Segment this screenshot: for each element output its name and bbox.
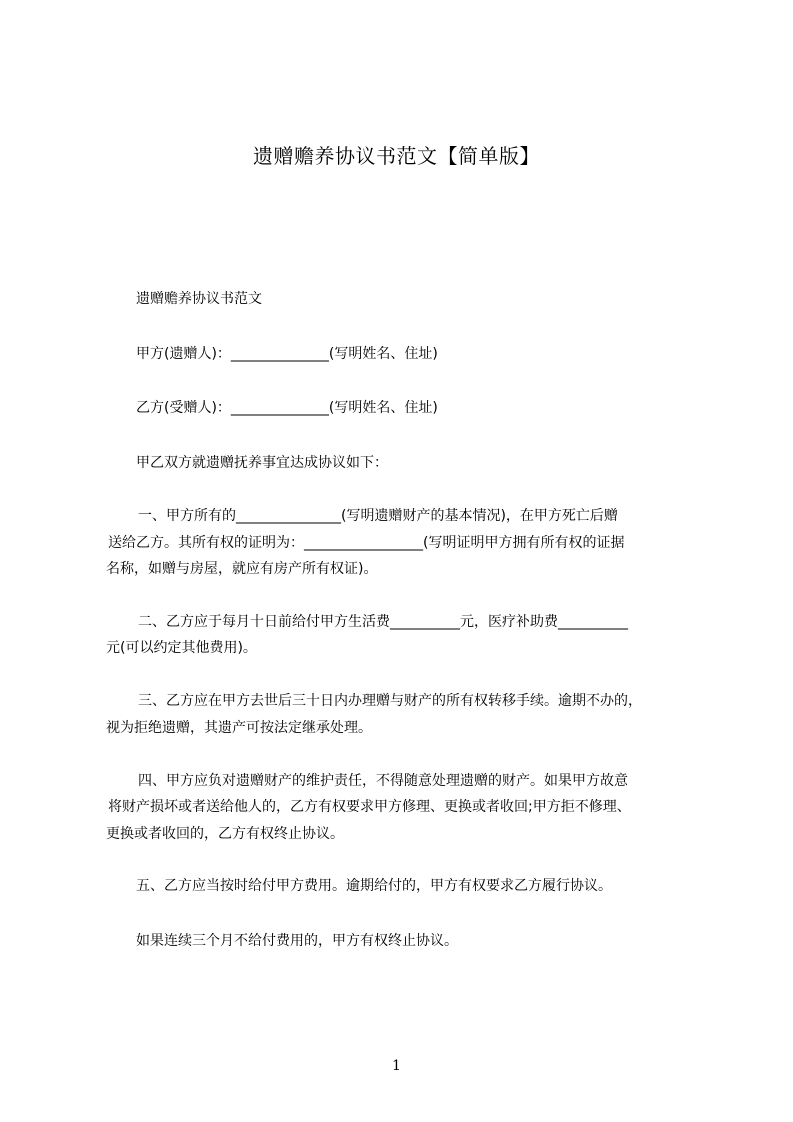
clause-3-line-2: 视为拒绝遗赠，其遗产可按法定继承处理。 bbox=[106, 720, 372, 736]
clause-2-line-2: 元(可以约定其他费用)。 bbox=[106, 640, 257, 656]
party-a-line: 甲方(遗赠人)：______________(写明姓名、住址) bbox=[136, 346, 438, 362]
clause-3-line-1: 三、乙方应在甲方去世后三十日内办理赠与财产的所有权转移手续。逾期不办的， bbox=[138, 693, 642, 709]
clause-4-line-2: 将财产损坏或者送给他人的，乙方有权要求甲方修理、更换或者收回;甲方拒不修理、 bbox=[108, 799, 631, 815]
clause-1-line-2: 送给乙方。其所有权的证明为：_________________(写明证明甲方拥有所有权的证据 bbox=[108, 535, 625, 551]
clause-4-line-1: 四、甲方应负对遗赠财产的维护责任，不得随意处理遗赠的财产。如果甲方故意 bbox=[138, 773, 628, 789]
party-b-line: 乙方(受赠人)：______________(写明姓名、住址) bbox=[136, 400, 438, 416]
clause-5-line: 五、乙方应当按时给付甲方费用。逾期给付的，甲方有权要求乙方履行协议。 bbox=[136, 878, 612, 894]
clause-1-line-3: 名称，如赠与房屋，就应有房产所有权证)。 bbox=[106, 561, 378, 577]
clause-2-line-1: 二、乙方应于每月十日前给付甲方生活费__________元，医疗补助费__________ bbox=[138, 614, 628, 630]
page-number: 1 bbox=[392, 1058, 401, 1074]
clause-6-line: 如果连续三个月不给付费用的，甲方有权终止协议。 bbox=[136, 933, 458, 949]
document-heading: 遗赠赡养协议书范文 bbox=[136, 291, 262, 307]
clause-4-line-3: 更换或者收回的，乙方有权终止协议。 bbox=[106, 826, 344, 842]
clause-1-line-1: 一、甲方所有的_______________(写明遗赠财产的基本情况)，在甲方死亡后赠 bbox=[138, 508, 618, 524]
document-title: 遗赠赡养协议书范文【简单版】 bbox=[253, 144, 540, 168]
agreement-intro: 甲乙双方就遗赠抚养事宜达成协议如下： bbox=[136, 455, 388, 471]
